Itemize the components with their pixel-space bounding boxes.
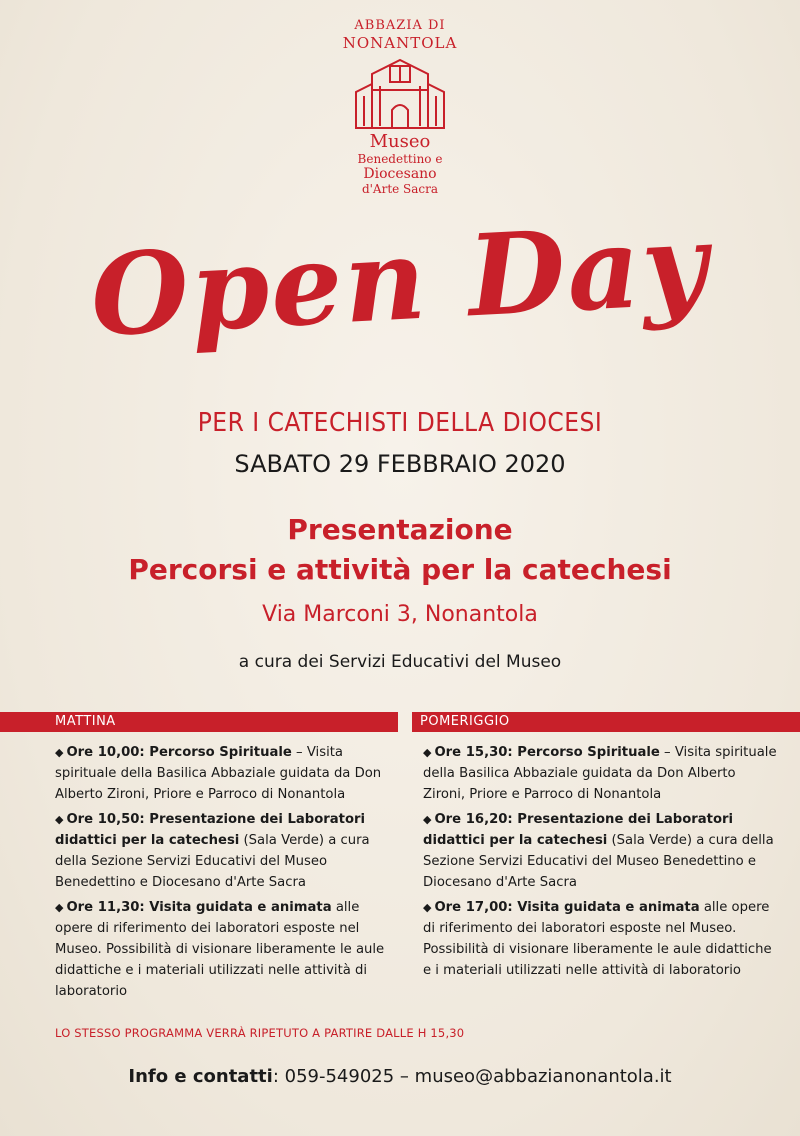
- abbey-facade-icon: [352, 56, 448, 130]
- logo-line-nonantola: NONANTOLA: [342, 34, 458, 52]
- event-address: Via Marconi 3, Nonantola: [262, 602, 538, 627]
- diamond-bullet-icon: ◆: [423, 813, 432, 826]
- schedule-item: ◆ Ore 16,20: Presentazione dei Laboratori didattici per la catechesi (Sala Verde) a cura della Sezione Servizi Educativi del Museo Benedettino e Diocesano d'Arte Sacra: [423, 812, 774, 890]
- contact-email[interactable]: museo@abbazianonantola.it: [414, 1066, 672, 1087]
- contact-phone[interactable]: 059-549025: [284, 1066, 395, 1087]
- diamond-bullet-icon: ◆: [55, 901, 64, 914]
- morning-schedule: [55, 742, 395, 1006]
- presentation-title: [0, 510, 800, 590]
- morning-header: MATTINA: [0, 712, 398, 732]
- diamond-bullet-icon: ◆: [423, 901, 432, 914]
- diamond-bullet-icon: ◆: [423, 746, 432, 759]
- schedule-item: ◆ Ore 11,30: Visita guidata e animata alle opere di riferimento dei laboratori esposte nel Museo. Possibilità di visionare liberamente le aule didattiche e i materiali utilizzati nelle attività di laboratorio: [55, 900, 385, 999]
- afternoon-schedule: [423, 742, 778, 985]
- contact-label: Info e contatti: [128, 1066, 273, 1087]
- open-day-headline: Open Day: [87, 198, 713, 363]
- diamond-bullet-icon: ◆: [55, 813, 64, 826]
- presentation-line-2: Percorsi e attività per la catechesi: [128, 553, 672, 586]
- schedule-item: ◆ Ore 15,30: Percorso Spirituale – Visita spirituale della Basilica Abbaziale guidata da Don Alberto Zironi, Priore e Parroco di Nonantola: [423, 745, 777, 802]
- schedule-item: ◆ Ore 10,50: Presentazione dei Laboratori didattici per la catechesi (Sala Verde) a cura della Sezione Servizi Educativi del Museo Benedettino e Diocesano d'Arte Sacra: [55, 812, 370, 890]
- logo-line-arte-sacra: d'Arte Sacra: [361, 182, 439, 196]
- diamond-bullet-icon: ◆: [55, 746, 64, 759]
- logo-line-abbazia: ABBAZIA DI: [354, 18, 446, 33]
- curated-by: a cura dei Servizi Educativi del Museo: [238, 652, 562, 672]
- afternoon-header: POMERIGGIO: [412, 712, 800, 732]
- contact-info: Info e contatti: 059-549025 – museo@abbazianonantola.it: [128, 1066, 672, 1087]
- logo-line-benedettino: Benedettino e: [357, 152, 443, 166]
- schedule-item: ◆ Ore 10,00: Percorso Spirituale – Visita spirituale della Basilica Abbaziale guidata da Don Alberto Zironi, Priore e Parroco di Nonantola: [55, 745, 382, 802]
- museum-logo: [330, 18, 470, 196]
- presentation-line-1: Presentazione: [287, 513, 513, 546]
- event-date: SABATO 29 FEBBRAIO 2020: [234, 450, 566, 478]
- schedule-item: ◆ Ore 17,00: Visita guidata e animata alle opere di riferimento dei laboratori esposte nel Museo. Possibilità di visionare liberamente le aule didattiche e i materiali utilizzati nelle attività di laboratorio: [423, 900, 772, 978]
- logo-line-diocesano: Diocesano: [363, 166, 437, 182]
- logo-line-museo: Museo: [369, 131, 431, 152]
- repeat-note: LO STESSO PROGRAMMA VERRÀ RIPETUTO A PARTIRE DALLE H 15,30: [55, 1026, 465, 1040]
- subtitle: PER I CATECHISTI DELLA DIOCESI: [197, 408, 603, 438]
